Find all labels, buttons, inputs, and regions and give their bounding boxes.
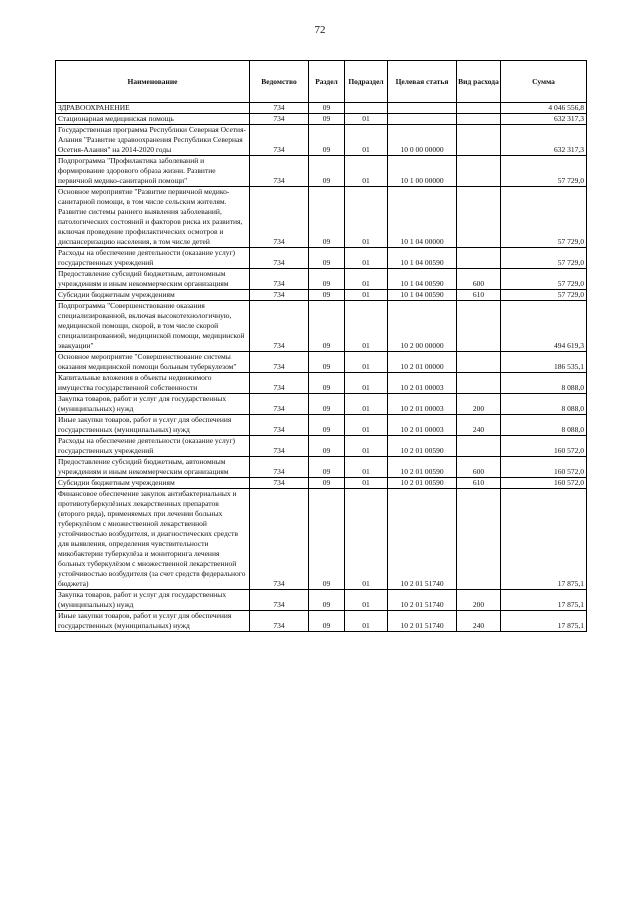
row-department: 734: [250, 103, 309, 114]
row-section: 09: [309, 352, 345, 373]
row-article: 10 1 04 00590: [388, 290, 457, 301]
row-article: 10 2 01 51740: [388, 590, 457, 611]
row-article: [388, 103, 457, 114]
row-expense-type: [457, 489, 501, 590]
row-department: 734: [250, 114, 309, 125]
row-article: 10 2 01 00590: [388, 436, 457, 457]
row-name: Государственная программа Республики Северная Осетия-Алания "Развитие здравоохранения Республики Северная Осетия-Алания" на 2014-2020 годы: [56, 125, 250, 156]
row-amount: 632 317,3: [501, 114, 587, 125]
row-section: 09: [309, 301, 345, 352]
row-subsection: 01: [345, 352, 388, 373]
row-amount: 160 572,0: [501, 436, 587, 457]
row-article: 10 2 01 00003: [388, 415, 457, 436]
row-section: 09: [309, 248, 345, 269]
row-name: ЗДРАВООХРАНЕНИЕ: [56, 103, 250, 114]
row-section: 09: [309, 478, 345, 489]
row-amount: 8 088,0: [501, 415, 587, 436]
row-article: [388, 114, 457, 125]
row-article: 10 2 01 00590: [388, 478, 457, 489]
row-expense-type: 610: [457, 290, 501, 301]
table-row: [56, 352, 587, 373]
row-expense-type: [457, 156, 501, 187]
table-row: [56, 125, 587, 156]
table-row: [56, 187, 587, 248]
row-article: 10 2 01 51740: [388, 489, 457, 590]
row-amount: 160 572,0: [501, 478, 587, 489]
row-section: 09: [309, 125, 345, 156]
row-amount: 8 088,0: [501, 394, 587, 415]
row-section: 09: [309, 187, 345, 248]
row-expense-type: [457, 125, 501, 156]
row-name: Закупка товаров, работ и услуг для государственных (муниципальных) нужд: [56, 590, 250, 611]
row-department: 734: [250, 489, 309, 590]
row-section: 09: [309, 489, 345, 590]
row-article: 10 2 01 00000: [388, 352, 457, 373]
row-section: 09: [309, 394, 345, 415]
row-subsection: 01: [345, 590, 388, 611]
row-expense-type: 600: [457, 269, 501, 290]
table-row: [56, 103, 587, 114]
row-amount: 17 875,1: [501, 590, 587, 611]
row-article: 10 2 01 51740: [388, 611, 457, 632]
row-section: 09: [309, 436, 345, 457]
row-subsection: 01: [345, 290, 388, 301]
row-section: 09: [309, 114, 345, 125]
row-name: Закупка товаров, работ и услуг для государственных (муниципальных) нужд: [56, 394, 250, 415]
row-name: Иные закупки товаров, работ и услуг для обеспечения государственных (муниципальных) нужд: [56, 611, 250, 632]
row-name: Основное мероприятие "Совершенствование системы оказания медицинской помощи больным туберкулезом": [56, 352, 250, 373]
row-article: 10 1 00 00000: [388, 156, 457, 187]
table-row: [56, 269, 587, 290]
table-row: [56, 394, 587, 415]
row-name: Расходы на обеспечение деятельности (оказание услуг) государственных учреждений: [56, 436, 250, 457]
row-article: 10 1 04 00590: [388, 248, 457, 269]
row-article: 10 2 01 00003: [388, 373, 457, 394]
row-department: 734: [250, 248, 309, 269]
row-amount: 17 875,1: [501, 489, 587, 590]
table-body: [56, 103, 587, 632]
row-amount: 186 535,1: [501, 352, 587, 373]
row-subsection: 01: [345, 301, 388, 352]
row-subsection: [345, 103, 388, 114]
row-section: 09: [309, 457, 345, 478]
row-department: 734: [250, 125, 309, 156]
row-department: 734: [250, 187, 309, 248]
row-article: 10 0 00 00000: [388, 125, 457, 156]
row-name: Субсидии бюджетным учреждениям: [56, 290, 250, 301]
row-expense-type: [457, 103, 501, 114]
row-amount: 4 046 556,8: [501, 103, 587, 114]
row-name: Подпрограмма "Совершенствование оказания специализированной, включая высокотехнологичную, медицинской помощи, скорой, в том числе скорой специализированной, медицинской помощи, медицинской эвакуации": [56, 301, 250, 352]
row-amount: 57 729,0: [501, 290, 587, 301]
row-subsection: 01: [345, 457, 388, 478]
row-section: 09: [309, 103, 345, 114]
row-subsection: 01: [345, 125, 388, 156]
table-row: [56, 301, 587, 352]
header-section: Раздел: [309, 61, 345, 103]
row-subsection: 01: [345, 436, 388, 457]
table-row: [56, 156, 587, 187]
row-subsection: 01: [345, 248, 388, 269]
row-name: Стационарная медицинская помощь: [56, 114, 250, 125]
row-expense-type: [457, 436, 501, 457]
row-section: 09: [309, 290, 345, 301]
row-expense-type: 240: [457, 611, 501, 632]
row-section: 09: [309, 156, 345, 187]
row-expense-type: [457, 187, 501, 248]
row-amount: 494 619,3: [501, 301, 587, 352]
row-expense-type: [457, 114, 501, 125]
row-amount: 160 572,0: [501, 457, 587, 478]
row-amount: 57 729,0: [501, 156, 587, 187]
row-subsection: 01: [345, 489, 388, 590]
row-subsection: 01: [345, 373, 388, 394]
row-name: Предоставление субсидий бюджетным, автономным учреждениям и иным некоммерческим организациям: [56, 269, 250, 290]
row-expense-type: [457, 301, 501, 352]
row-department: 734: [250, 415, 309, 436]
table-row: [56, 436, 587, 457]
row-expense-type: 200: [457, 394, 501, 415]
row-subsection: 01: [345, 611, 388, 632]
row-section: 09: [309, 373, 345, 394]
row-name: Основное мероприятие "Развитие первичной медико-санитарной помощи, в том числе сельским жителям. Развитие системы раннего выявления заболеваний, патологических состояний и факторов риска их развития, включая проведение профилактических осмотров и диспансеризацию населения, в том числе детей: [56, 187, 250, 248]
row-department: 734: [250, 457, 309, 478]
table-row: [56, 114, 587, 125]
row-section: 09: [309, 611, 345, 632]
row-amount: 632 317,3: [501, 125, 587, 156]
header-department: Ведомство: [250, 61, 309, 103]
row-section: 09: [309, 590, 345, 611]
row-amount: 8 088,0: [501, 373, 587, 394]
row-subsection: 01: [345, 114, 388, 125]
table-row: [56, 290, 587, 301]
row-amount: 57 729,0: [501, 269, 587, 290]
row-expense-type: 240: [457, 415, 501, 436]
row-name: Расходы на обеспечение деятельности (оказание услуг) государственных учреждений: [56, 248, 250, 269]
table-row: [56, 611, 587, 632]
table-header: [56, 61, 587, 103]
page-number: 72: [314, 24, 326, 36]
header-name: Наименование: [56, 61, 250, 103]
row-department: 734: [250, 394, 309, 415]
row-department: 734: [250, 478, 309, 489]
row-subsection: 01: [345, 187, 388, 248]
row-department: 734: [250, 590, 309, 611]
row-department: 734: [250, 352, 309, 373]
row-article: 10 2 01 00003: [388, 394, 457, 415]
row-name: Подпрограмма "Профилактика заболеваний и формирование здорового образа жизни. Развитие первичной медико-санитарной помощи": [56, 156, 250, 187]
budget-table: [55, 60, 587, 632]
header-subsection: Подраздел: [345, 61, 388, 103]
table-row: [56, 457, 587, 478]
row-article: 10 1 04 00000: [388, 187, 457, 248]
row-expense-type: 600: [457, 457, 501, 478]
row-article: 10 1 04 00590: [388, 269, 457, 290]
row-department: 734: [250, 611, 309, 632]
row-department: 734: [250, 156, 309, 187]
header-amount: Сумма: [501, 61, 587, 103]
table-row: [56, 590, 587, 611]
row-subsection: 01: [345, 478, 388, 489]
header-row: [56, 61, 587, 103]
row-subsection: 01: [345, 156, 388, 187]
row-department: 734: [250, 436, 309, 457]
row-department: 734: [250, 373, 309, 394]
row-section: 09: [309, 415, 345, 436]
row-amount: 57 729,0: [501, 248, 587, 269]
row-expense-type: [457, 248, 501, 269]
row-expense-type: [457, 352, 501, 373]
header-article: Целевая статья: [388, 61, 457, 103]
row-name: Финансовое обеспечение закупок антибактериальных и противотуберкулёзных лекарственных препаратов (второго ряда), применяемых при лечении больных туберкулёзом с множественной лекарственной устойчивостью возбудителя, и диагностических средств для выявления, определения чувствительности микобактерии туберкулёза и мониторинга лечения больных туберкулёзом с множественной лекарственной устойчивостью возбудителя (за счет средств федерального бюджета): [56, 489, 250, 590]
row-expense-type: [457, 373, 501, 394]
table-row: [56, 478, 587, 489]
row-subsection: 01: [345, 269, 388, 290]
row-name: Иные закупки товаров, работ и услуг для обеспечения государственных (муниципальных) нужд: [56, 415, 250, 436]
row-name: Предоставление субсидий бюджетным, автономным учреждениям и иным некоммерческим организациям: [56, 457, 250, 478]
row-name: Капитальные вложения в объекты недвижимого имущества государственной собственности: [56, 373, 250, 394]
row-amount: 57 729,0: [501, 187, 587, 248]
table-row: [56, 373, 587, 394]
row-expense-type: 610: [457, 478, 501, 489]
table-row: [56, 415, 587, 436]
row-expense-type: 200: [457, 590, 501, 611]
row-department: 734: [250, 290, 309, 301]
row-department: 734: [250, 301, 309, 352]
header-expense-type: Вид расхода: [457, 61, 501, 103]
table-row: [56, 248, 587, 269]
row-subsection: 01: [345, 394, 388, 415]
row-department: 734: [250, 269, 309, 290]
row-article: 10 2 00 00000: [388, 301, 457, 352]
row-article: 10 2 01 00590: [388, 457, 457, 478]
row-amount: 17 875,1: [501, 611, 587, 632]
row-name: Субсидии бюджетным учреждениям: [56, 478, 250, 489]
table-row: [56, 489, 587, 590]
row-section: 09: [309, 269, 345, 290]
row-subsection: 01: [345, 415, 388, 436]
